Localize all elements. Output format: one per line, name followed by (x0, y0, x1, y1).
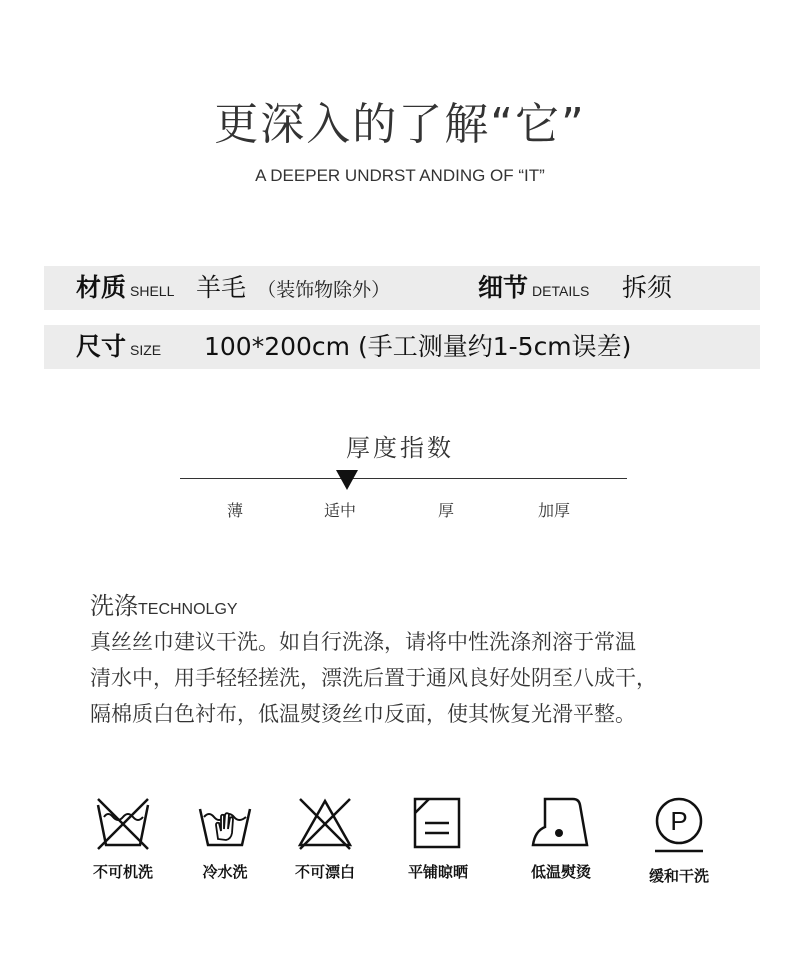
material-value-cell (196, 266, 390, 310)
details-label: 细节 (478, 273, 529, 302)
thickness-level-extra-thick: 加厚 (538, 501, 571, 520)
no-machine-wash-icon (94, 795, 152, 851)
details-value-cell (622, 266, 672, 310)
page-subtitle: A DEEPER UNDRST ANDING OF “IT” (255, 166, 545, 185)
care-label: 低温熨烫 (530, 863, 591, 881)
details-value: 拆须 (622, 273, 673, 302)
size-value: 100*200cm (手工测量约1-5cm误差) (204, 332, 632, 361)
low-iron-icon (529, 795, 593, 851)
no-bleach-icon (296, 795, 354, 851)
thickness-level-thick: 厚 (438, 501, 455, 520)
care-label: 不可机洗 (92, 863, 153, 881)
washing-title-zh: 洗涤 (90, 592, 138, 620)
care-item-gentle-dry-clean (624, 795, 734, 886)
cold-hand-wash-icon (196, 795, 254, 851)
thickness-title: 厚度指数 (346, 434, 454, 462)
washing-line: 清水中，用手轻轻搓洗，漂洗后置于通风良好处阴至八成干， (90, 666, 657, 690)
size-spec (76, 325, 161, 369)
thickness-level-thin: 薄 (227, 501, 244, 520)
washing-line: 真丝丝巾建议干洗。如自行洗涤，请将中性洗涤剂溶于常温 (90, 630, 636, 654)
thickness-marker-icon (336, 470, 358, 490)
care-label: 平铺晾晒 (407, 863, 468, 881)
material-spec (76, 266, 174, 310)
care-item-cold-hand-wash (170, 795, 280, 882)
care-label: 不可漂白 (294, 863, 355, 881)
size-label: 尺寸 (76, 332, 127, 361)
care-item-low-iron (506, 795, 616, 882)
washing-title-en: TECHNOLGY (138, 601, 238, 618)
gentle-dry-clean-icon (649, 795, 709, 855)
spec-band-size (44, 325, 760, 369)
details-label-en: DETAILS (532, 283, 590, 299)
spec-band-material (44, 266, 760, 310)
page-title: 更深入的了解“它” (214, 99, 586, 150)
care-label: 缓和干洗 (648, 867, 709, 885)
care-label: 冷水洗 (202, 863, 248, 881)
size-label-en: SIZE (130, 342, 162, 358)
care-item-no-bleach (270, 795, 380, 882)
size-value-cell (204, 325, 631, 369)
care-item-no-machine-wash (68, 795, 178, 882)
material-note: （装饰物除外） (257, 279, 391, 301)
material-value: 羊毛 (196, 273, 247, 302)
care-item-dry-flat (383, 795, 493, 882)
thickness-scale-line (180, 478, 627, 479)
material-label: 材质 (76, 273, 127, 302)
washing-line: 隔棉质白色衬布，低温熨烫丝巾反面，使其恢复光滑平整。 (90, 702, 636, 726)
dry-flat-icon (409, 795, 467, 851)
details-spec (478, 266, 589, 310)
washing-instructions (90, 624, 730, 732)
dry-clean-symbol: P (670, 806, 688, 836)
thickness-level-medium: 适中 (324, 501, 357, 520)
washing-title (90, 586, 238, 621)
material-label-en: SHELL (130, 283, 175, 299)
